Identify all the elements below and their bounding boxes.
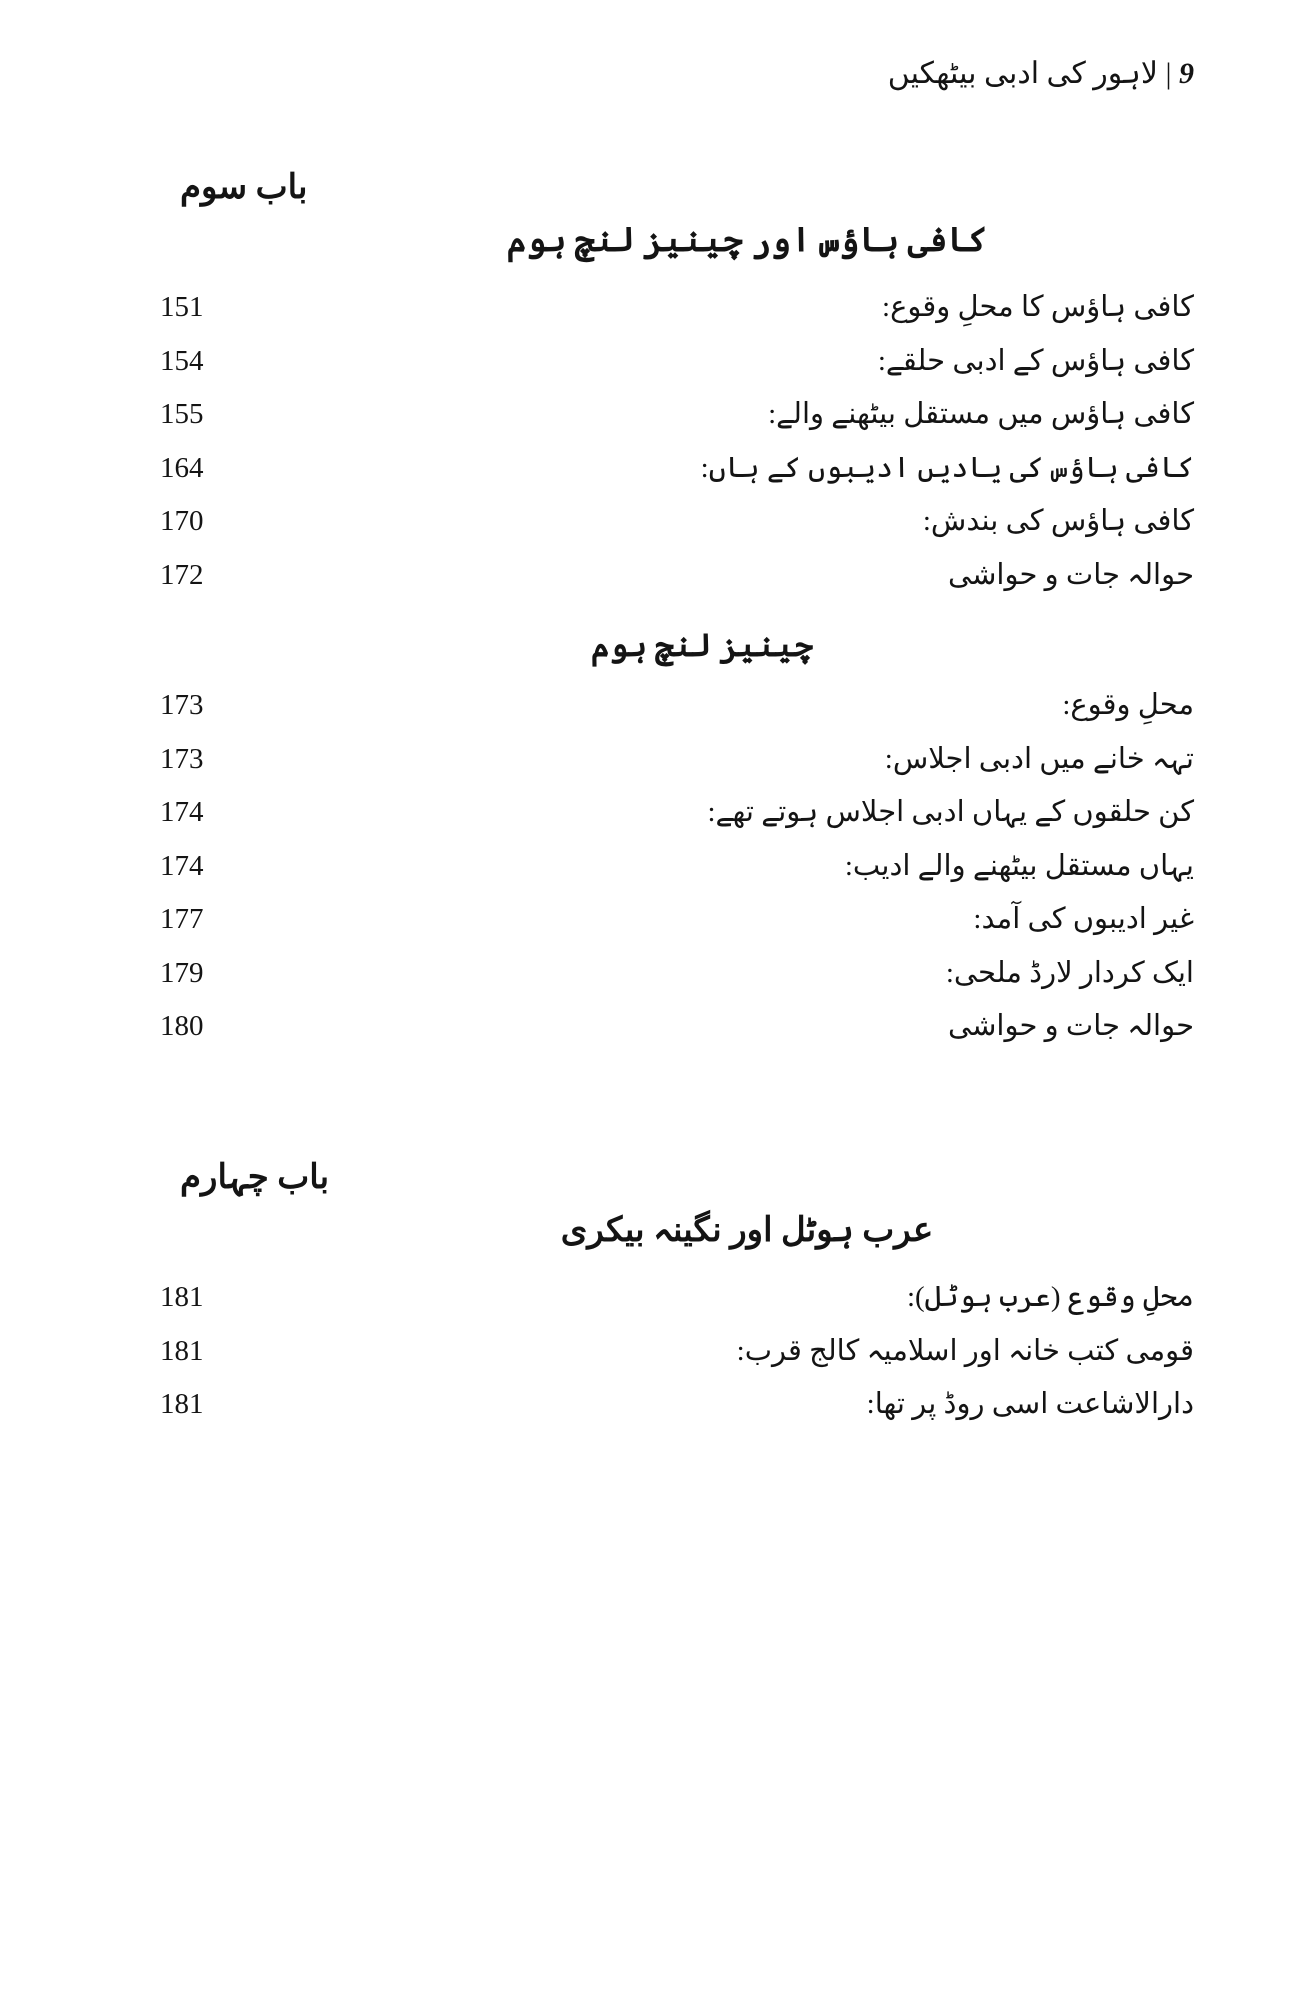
toc-entry-row[interactable] [120,500,1194,544]
toc-entry-page: 151 [160,291,204,324]
toc-entry-row[interactable] [120,684,1194,728]
toc-entry-label: کافی ہاؤس کی بندش: [922,505,1194,538]
toc-entry-page: 174 [160,849,204,882]
toc-entry-label: یہاں مستقل بیٹھنے والے ادیب: [844,849,1194,882]
toc-entry-label: حوالہ جات و حواشی [947,558,1194,591]
toc-entry-row[interactable] [120,1330,1194,1374]
toc-entry-page: 155 [160,398,204,431]
toc-entry-label: کافی ہاؤس کے ادبی حلقے: [877,344,1194,377]
toc-entry-page: 174 [160,796,204,829]
toc-entry-page: 180 [160,1010,204,1043]
chapter-title: باب چہارم [180,1158,330,1196]
toc-entry-page: 164 [160,451,204,484]
toc-entry-label: ایک کردار لارڈ ملحی: [945,956,1194,989]
toc-entry-row[interactable] [120,952,1194,996]
toc-entry-label: غیر ادیبوں کی آمد: [973,903,1194,936]
toc-entry-page: 172 [160,558,204,591]
toc-entry-label: کن حلقوں کے یہاں ادبی اجلاس ہوتے تھے: [707,796,1194,829]
toc-entry-label: کافی ہاؤس کی یادیں ادیبوں کے ہاں: [700,451,1194,484]
toc-entry-page: 179 [160,956,204,989]
toc-entry-label: کافی ہاؤس کا محلِ وقوع: [882,291,1194,324]
toc-entry-label: حوالہ جات و حواشی [947,1010,1194,1043]
toc-entry-label: محلِ وقوع: [1062,689,1194,722]
toc-entry-row[interactable] [120,286,1194,330]
toc-entry-page: 181 [160,1388,204,1421]
chapter-title: باب سوم [180,169,308,206]
toc-entry-row[interactable] [120,340,1194,384]
toc-entry-label: تہہ خانے میں ادبی اجلاس: [884,742,1194,775]
toc-entry-row[interactable] [120,738,1194,782]
toc-entry-label: قومی کتب خانہ اور اسلامیہ کالج قرب: [736,1334,1194,1367]
toc-entry-label: دارالاشاعت اسی روڈ پر تھا: [866,1388,1194,1421]
toc-entry-row[interactable] [120,1383,1194,1427]
toc-entry-row[interactable] [120,447,1194,491]
toc-entry-row[interactable] [120,1276,1194,1320]
toc-entry-page: 181 [160,1281,204,1314]
toc-entry-row[interactable] [120,898,1194,942]
toc-list [120,684,1194,1049]
toc-entry-page: 177 [160,903,204,936]
toc-entry-label: کافی ہاؤس میں مستقل بیٹھنے والے: [768,398,1194,431]
chapter-spacer [120,1059,1194,1155]
chapter-block [120,165,1194,1049]
toc-entry-page: 170 [160,505,204,538]
page-folio: 9 [1179,57,1194,90]
section-heading: چینیز لنچ ہوم [590,627,814,664]
toc-entry-page: 173 [160,742,204,775]
toc-entry-page: 173 [160,689,204,722]
running-header [120,56,1194,92]
toc-list [120,1276,1194,1427]
toc-list [120,286,1194,597]
toc-entry-row[interactable] [120,554,1194,598]
chapter-block [120,1155,1194,1427]
toc-entry-row[interactable] [120,845,1194,889]
toc-entry-row[interactable] [120,791,1194,835]
toc-entry-label: محلِ وقوع (عرب ہوٹل): [906,1281,1194,1314]
toc-entry-page: 154 [160,344,204,377]
header-separator: | [1165,57,1172,90]
book-title: لاہور کی ادبی بیٹھکیں [887,57,1158,90]
toc-entry-row[interactable] [120,393,1194,437]
chapter-subtitle: کافی ہاؤس اور چینیز لنچ ہوم [506,221,988,259]
toc-entry-page: 181 [160,1334,204,1367]
table-of-contents [120,165,1194,1437]
chapter-subtitle: عرب ہوٹل اور نگینہ بیکری [560,1211,934,1249]
toc-entry-row[interactable] [120,1005,1194,1049]
